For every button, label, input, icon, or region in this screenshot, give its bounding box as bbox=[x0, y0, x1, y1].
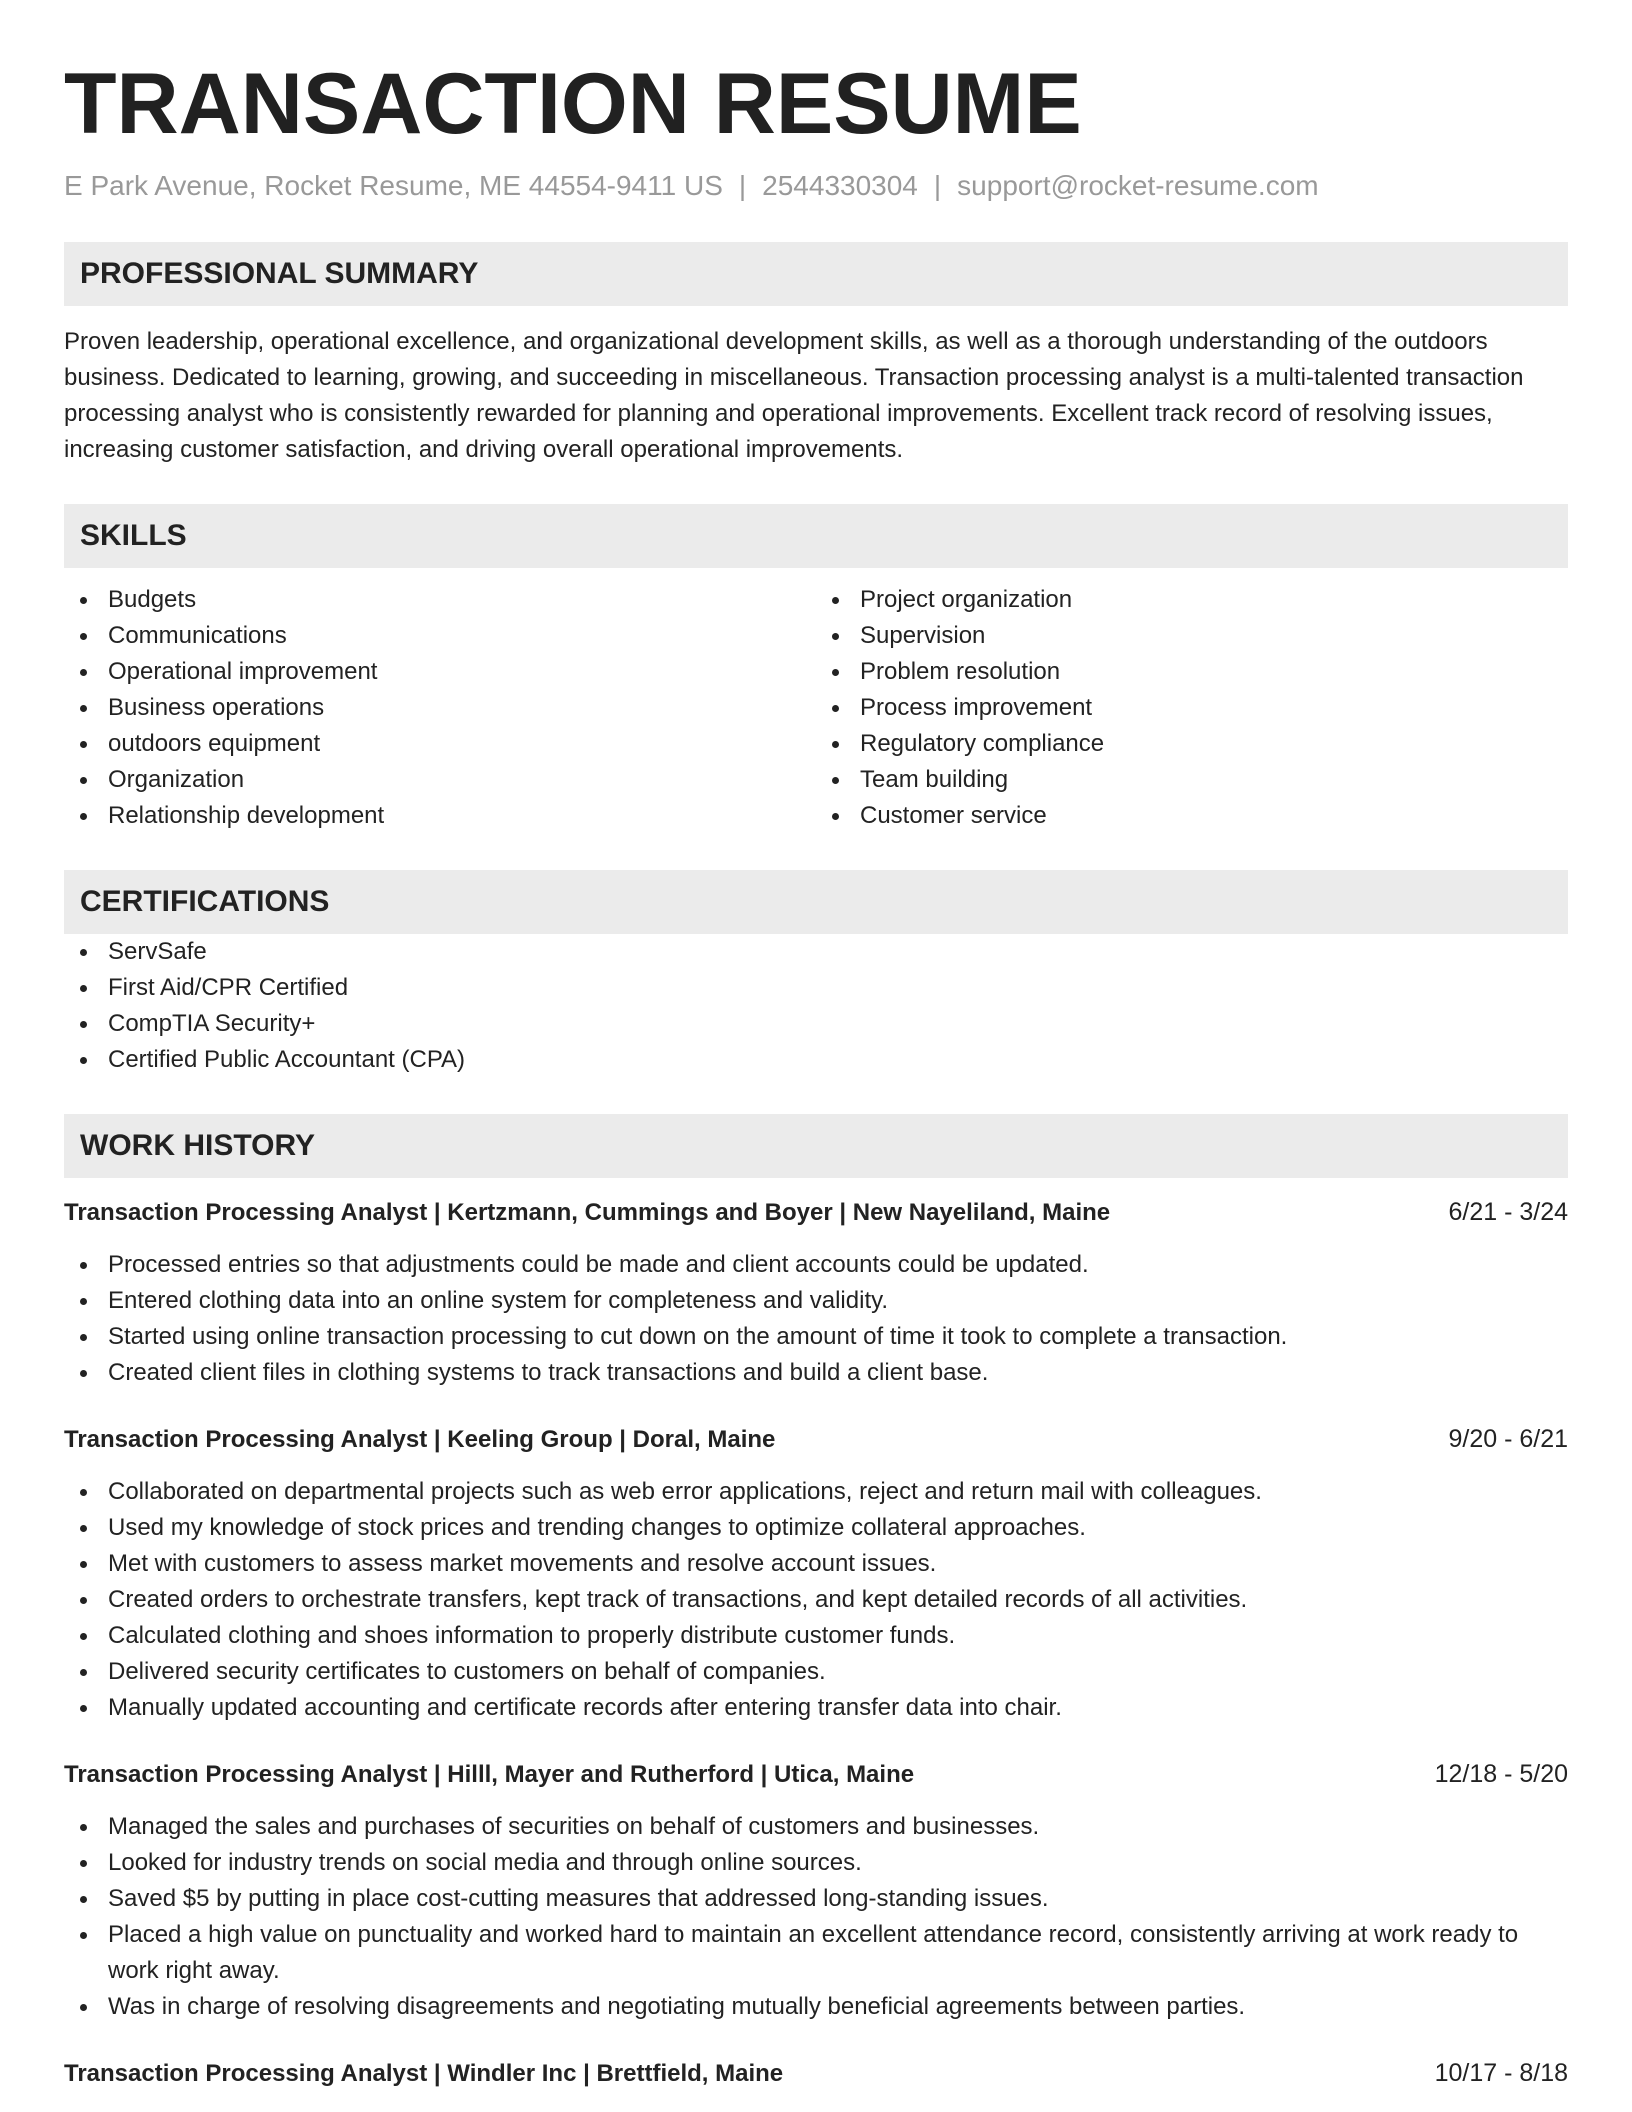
skill-item: Operational improvement bbox=[64, 654, 816, 690]
job-dates: 9/20 - 6/21 bbox=[1448, 1425, 1568, 1453]
job-duties bbox=[64, 1809, 1568, 2025]
skills-list-right bbox=[816, 582, 1568, 834]
job-duty: Manually updated accounting and certificate records after entering transfer data into chair. bbox=[64, 1690, 1568, 1726]
job-duty: Entered clothing data into an online system for completeness and validity. bbox=[64, 1283, 1568, 1319]
contact-line bbox=[64, 166, 1568, 206]
job-duty: Started using online transaction processing to cut down on the amount of time it took to complete a transaction. bbox=[64, 1319, 1568, 1355]
skill-item: Business operations bbox=[64, 690, 816, 726]
section-title: PROFESSIONAL SUMMARY bbox=[80, 257, 479, 290]
skill-item: Communications bbox=[64, 618, 816, 654]
skill-item: Organization bbox=[64, 762, 816, 798]
summary-text: Proven leadership, operational excellence, and organizational development skills, as well as a thorough understanding of the outdoors business. Dedicated to learning, growing, and succeeding in miscellaneous. Transaction processing analyst is a multi-talented transaction processing analyst who is consistently rewarded for planning and operational improvements. Excellent track record of resolving issues, increasing customer satisfaction, and driving overall operational improvements. bbox=[64, 328, 1524, 463]
job-entry bbox=[64, 1194, 1568, 1391]
job-duty: Created orders to orchestrate transfers, kept track of transactions, and kept detailed records of all activities. bbox=[64, 1582, 1568, 1618]
job-header bbox=[64, 1194, 1568, 1231]
job-header bbox=[64, 2055, 1568, 2092]
section-header-certifications bbox=[64, 870, 1568, 934]
job-header bbox=[64, 1421, 1568, 1458]
job-dates: 6/21 - 3/24 bbox=[1448, 1198, 1568, 1226]
contact-phone: 2544330304 bbox=[762, 170, 918, 201]
skill-item: Project organization bbox=[816, 582, 1568, 618]
job-duty: Calculated clothing and shoes information to properly distribute customer funds. bbox=[64, 1618, 1568, 1654]
job-dates: 12/18 - 5/20 bbox=[1434, 1760, 1568, 1788]
job-title: Transaction Processing Analyst | Hilll, Mayer and Rutherford | Utica, Maine bbox=[64, 1761, 915, 1788]
section-header-summary bbox=[64, 242, 1568, 306]
certifications-list bbox=[64, 934, 1568, 1078]
skills-columns bbox=[64, 582, 1568, 834]
contact-address: E Park Avenue, Rocket Resume, ME 44554-9411 US bbox=[64, 170, 723, 201]
job-duty: Managed the sales and purchases of securities on behalf of customers and businesses. bbox=[64, 1809, 1568, 1845]
section-title: SKILLS bbox=[80, 519, 187, 552]
job-title: Transaction Processing Analyst | Kertzmann, Cummings and Boyer | New Nayeliland, Maine bbox=[64, 1199, 1111, 1226]
certification-item: First Aid/CPR Certified bbox=[64, 970, 1568, 1006]
job-duty: Created client files in clothing systems to track transactions and build a client base. bbox=[64, 1355, 1568, 1391]
job-duties bbox=[64, 1474, 1568, 1726]
certification-item: ServSafe bbox=[64, 934, 1568, 970]
certification-item: CompTIA Security+ bbox=[64, 1006, 1568, 1042]
job-title: Transaction Processing Analyst | Keeling Group | Doral, Maine bbox=[64, 1426, 776, 1453]
job-duty: Looked for industry trends on social media and through online sources. bbox=[64, 1845, 1568, 1881]
job-duty: Met with customers to assess market movements and resolve account issues. bbox=[64, 1546, 1568, 1582]
job-dates: 10/17 - 8/18 bbox=[1434, 2059, 1568, 2087]
job-duty: Processed entries so that adjustments could be made and client accounts could be updated. bbox=[64, 1247, 1568, 1283]
skill-item: Supervision bbox=[816, 618, 1568, 654]
resume-title: TRANSACTION RESUME bbox=[64, 56, 1082, 152]
skill-item: outdoors equipment bbox=[64, 726, 816, 762]
job-duty: Delivered security certificates to customers on behalf of companies. bbox=[64, 1654, 1568, 1690]
contact-email: support@rocket-resume.com bbox=[957, 170, 1319, 201]
section-header-skills bbox=[64, 504, 1568, 568]
section-title: CERTIFICATIONS bbox=[80, 885, 330, 918]
job-duty: Was in charge of resolving disagreements and negotiating mutually beneficial agreements between parties. bbox=[64, 1989, 1568, 2025]
job-duties bbox=[64, 1247, 1568, 1391]
skills-list-left bbox=[64, 582, 816, 834]
certification-item: Certified Public Accountant (CPA) bbox=[64, 1042, 1568, 1078]
skill-item: Team building bbox=[816, 762, 1568, 798]
job-duty: Collaborated on departmental projects such as web error applications, reject and return mail with colleagues. bbox=[64, 1474, 1568, 1510]
job-title: Transaction Processing Analyst | Windler Inc | Brettfield, Maine bbox=[64, 2060, 784, 2087]
job-entry bbox=[64, 1756, 1568, 2025]
skill-item: Regulatory compliance bbox=[816, 726, 1568, 762]
skill-item: Relationship development bbox=[64, 798, 816, 834]
job-entry bbox=[64, 2055, 1568, 2092]
contact-separator: | bbox=[738, 170, 747, 201]
skill-item: Process improvement bbox=[816, 690, 1568, 726]
section-header-work-history bbox=[64, 1114, 1568, 1178]
section-title: WORK HISTORY bbox=[80, 1129, 316, 1162]
job-duty: Saved $5 by putting in place cost-cutting measures that addressed long-standing issues. bbox=[64, 1881, 1568, 1917]
job-entry bbox=[64, 1421, 1568, 1726]
contact-separator: | bbox=[933, 170, 942, 201]
skill-item: Problem resolution bbox=[816, 654, 1568, 690]
skill-item: Customer service bbox=[816, 798, 1568, 834]
job-duty: Used my knowledge of stock prices and trending changes to optimize collateral approaches. bbox=[64, 1510, 1568, 1546]
skill-item: Budgets bbox=[64, 582, 816, 618]
job-duty: Placed a high value on punctuality and worked hard to maintain an excellent attendance record, consistently arriving at work ready to work right away. bbox=[64, 1917, 1568, 1989]
job-header bbox=[64, 1756, 1568, 1793]
